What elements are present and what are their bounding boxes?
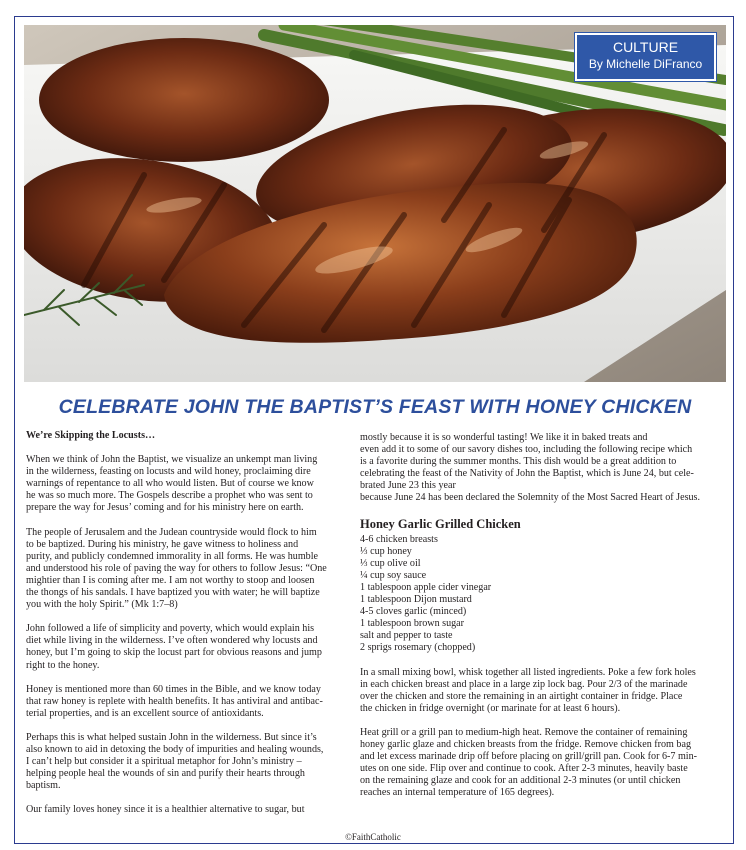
text-line: in each chicken breast and place in a large zip lock bag. Pour 2/3 of the marinade (360, 678, 688, 690)
right-column (360, 432, 724, 811)
text-line: also known to aid in detoxing the body of impurities and healing wounds, (26, 743, 324, 755)
article-headline: CELEBRATE JOHN THE BAPTIST’S FEAST WITH HONEY CHICKEN (58, 396, 692, 418)
body-paragraph (26, 684, 356, 720)
recipe-steps (360, 667, 724, 800)
text-line: prepare the way for Jesus’ coming and for his ministry here on earth. (26, 502, 304, 514)
author-byline: By Michelle DiFranco (588, 57, 703, 71)
text-line: on the remaining glaze and cook for an additional 2-3 minutes (or until chicken (360, 775, 681, 787)
text-line: even add it to some of our savory dishes too, including the following recipe which (360, 444, 693, 456)
text-line: and understood his role of paving the way for others to follow Jesus: “One (26, 562, 327, 574)
text-line: he was so much more. The Gospels describe a prophet who was sent to (26, 490, 313, 502)
text-line: in the wilderness, feasting on locusts and wild honey, proclaiming dire (26, 466, 311, 478)
text-line: and let excess marinade drip off before placing on grill/grill pan. Cook for 6-7 min- (360, 751, 698, 763)
body-paragraph (26, 804, 356, 816)
ingredient-item: ⅓ cup honey (360, 545, 412, 557)
body-paragraph (26, 623, 356, 671)
ingredient-item: 4-5 cloves garlic (minced) (360, 606, 467, 618)
text-line: brated June 23 this year (360, 480, 456, 492)
text-line: warnings of repentance to all who would listen. But of course we know (26, 478, 314, 490)
text-line: purity, and publicly condemned immorality in all forms. He was humble (26, 550, 319, 562)
left-column (26, 430, 356, 828)
text-line: honey, but I’m going to skip the locust part for obvious reasons and jump (26, 647, 322, 659)
text-line: reaches an internal temperature of 165 degrees). (360, 787, 555, 799)
text-line: utes on one side. Flip over and continue to cook. After 2-3 minutes, heavily baste (360, 763, 688, 775)
ingredient-item: 1 tablespoon Dijon mustard (360, 594, 472, 606)
text-line: Our family loves honey since it is a healthier alternative to sugar, but (26, 804, 305, 816)
ingredient-item: 2 sprigs rosemary (chopped) (360, 642, 476, 654)
text-line: is a favorite during the summer months. This dish would be a great addition to (360, 456, 677, 468)
body-paragraph (26, 454, 356, 514)
section-kicker: CULTURE (612, 39, 679, 55)
text-line: diet while living in the wilderness. I’ve often wondered why locusts and (26, 635, 318, 647)
text-line: right to the honey. (26, 659, 100, 671)
culture-section-badge (575, 33, 716, 81)
text-line: In a small mixing bowl, whisk together all listed ingredients. Poke a few fork holes (360, 666, 696, 678)
text-line: I can’t help but consider it a spiritual metaphor for John’s ministry – (26, 756, 302, 768)
ingredient-list (360, 534, 724, 655)
text-line: the chicken in fridge overnight (or marinate for at least 6 hours). (360, 702, 621, 714)
text-line: Perhaps this is what helped sustain John in the wilderness. But since it’s (26, 731, 317, 743)
text-line: you with the holy Spirit.” (Mk 1:7–8) (26, 599, 178, 611)
text-line: the thongs of his sandals. I have baptized you with water; he will baptize (26, 587, 320, 599)
recipe-step (360, 667, 724, 715)
recipe-title: Honey Garlic Grilled Chicken (360, 516, 521, 531)
text-line: celebrating the feast of the Nativity of John the Baptist, which is June 24, but cele- (360, 468, 694, 480)
text-line: mightier than I is coming after me. I am not worthy to stoop and loosen (26, 574, 315, 586)
text-line: honey garlic glaze and chicken breasts from the fridge. Remove chicken from bag (360, 738, 691, 750)
text-line: baptism. (26, 780, 61, 792)
text-line: that raw honey is replete with health benefits. It has antiviral and antibac- (26, 695, 323, 707)
copyright-footer: ©FaithCatholic (345, 832, 401, 842)
text-line: John followed a life of simplicity and poverty, which would explain his (26, 623, 315, 635)
text-line: Honey is mentioned more than 60 times in the Bible, and we know today (26, 683, 321, 695)
body-paragraph (26, 527, 356, 612)
ingredient-item: 1 tablespoon brown sugar (360, 618, 465, 630)
article-lead: We’re Skipping the Locusts… (26, 430, 156, 441)
text-line: helping people heal the wounds of sin and purify their hearts through (26, 768, 305, 780)
ingredient-item: 4-6 chicken breasts (360, 533, 438, 545)
ingredient-item: ⅓ cup olive oil (360, 557, 421, 569)
text-line: The people of Jerusalem and the Judean countryside would flock to him (26, 526, 317, 538)
left-paragraphs (26, 454, 356, 816)
recipe-step (360, 727, 724, 800)
text-line: When we think of John the Baptist, we visualize an unkempt man living (26, 454, 318, 466)
text-line: terial properties, and is an excellent source of antioxidants. (26, 707, 264, 719)
text-line: because June 24 has been declared the Solemnity of the Most Sacred Heart of Jesus. (360, 492, 700, 504)
body-paragraph (26, 732, 356, 792)
text-line: to be baptized. During his ministry, he gave witness to holiness and (26, 538, 299, 550)
text-line: mostly because it is so wonderful tasting! We like it in baked treats and (360, 432, 648, 443)
text-line: over the chicken and store the remaining in an airtight container in fridge. Place (360, 690, 683, 702)
ingredient-item: salt and pepper to taste (360, 630, 453, 642)
right-intro-paragraph (360, 432, 724, 505)
ingredient-item: ¼ cup soy sauce (360, 569, 427, 581)
text-line: Heat grill or a grill pan to medium-high heat. Remove the container of remaining (360, 726, 688, 738)
ingredient-item: 1 tablespoon apple cider vinegar (360, 581, 492, 593)
